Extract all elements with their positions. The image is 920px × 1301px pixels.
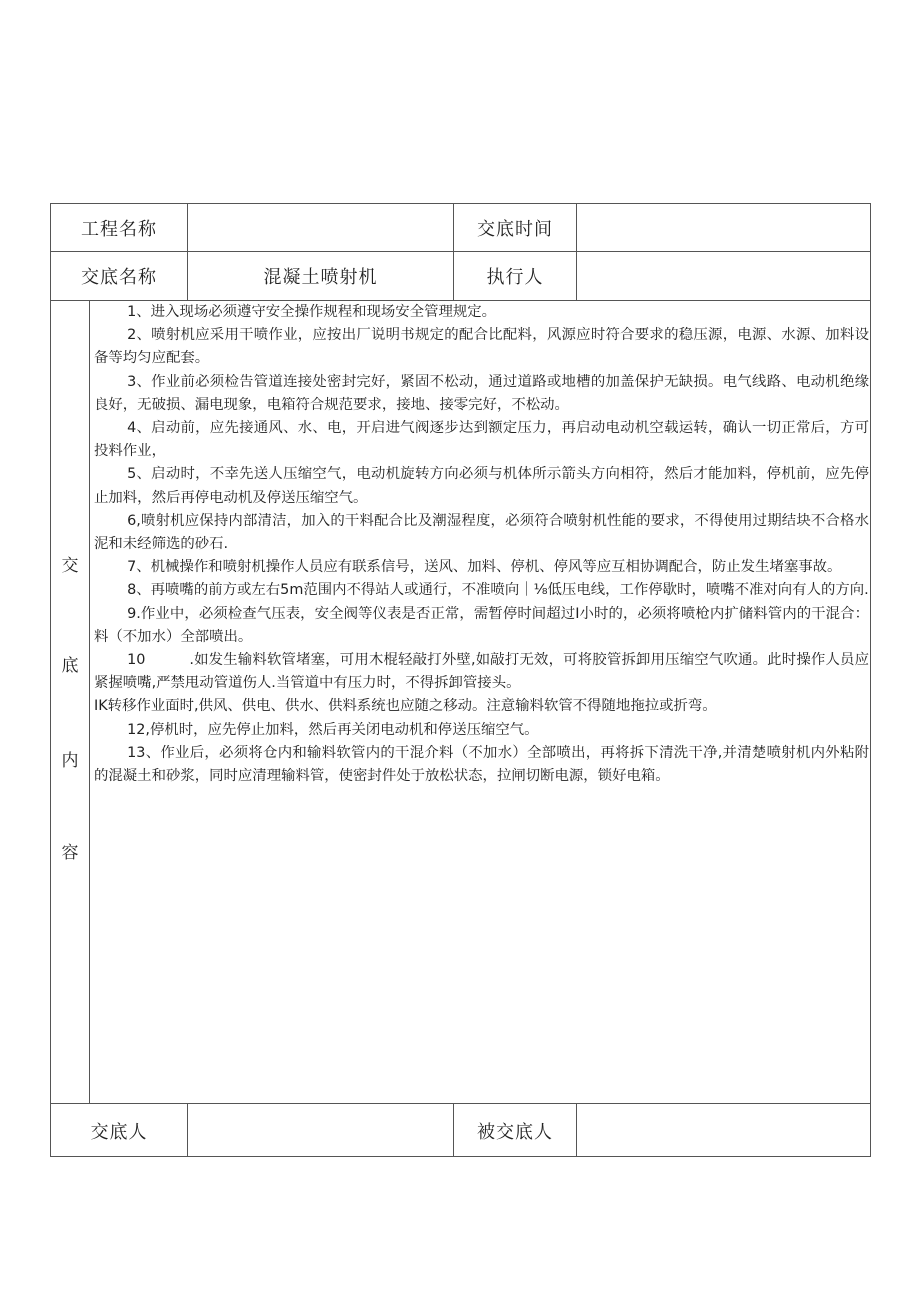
content-item: 3、作业前必须检告管道连接处密封完好，紧固不松动，通过道路或地槽的加盖保护无缺损。电气线路、电动机绝缘良好，无破损、漏电现象，电箱符合规范要求，接地、接零完好，不松动。 [94,373,869,413]
side-char: 内 [61,751,79,771]
content-item: 13、作业后，必须将仓内和输料软管内的干混介料（不加水）全部喷出，再将拆下清洗干净,并清楚喷射机内外粘附的混凝土和砂浆，同时应清理输料管，使密封件处于放松状态，拉闸切断电源，锁好电箱。 [94,744,869,785]
side-char: 底 [61,656,79,676]
discloser-label: 交底人 [90,1121,148,1143]
content-item: 1、进入现场必须遵守安全操作规程和现场安全管理规定。 [127,304,497,320]
content-item: 9.作业中，必须检查气压表，安全阀等仪表是否正常，需暂停时间超过I小时的，必须将喷枪内扩储料管内的干混合：料（不加水）全部喷出。 [94,605,869,645]
executor-value[interactable] [577,252,871,300]
content-item: 4、启动前，应先接通风、水、电，开启进气阀逐步达到额定压力，再启动电动机空载运转，确认一切正常后，方可投料作业， [94,420,869,460]
col-divider [89,300,90,1103]
content-item: 12,停机时，应先停止加料，然后再关闭电动机和停送压缩空气。 [127,721,539,738]
content-item: 7、机械操作和喷射机操作人员应有联系信号，送风、加料、停机、停风等应互相协调配合，防止发生堵塞事故。 [127,559,842,576]
side-char: 容 [61,843,79,863]
disclosure-content [91,301,871,1101]
subject-value[interactable]: 混凝土喷射机 [263,267,378,288]
project-name-label: 工程名称 [81,218,157,240]
content-item: 6,喷射机应保持内部清洁，加入的干料配合比及潮湿程度，必须符合喷射机性能的要求，不得使用过期结块不合格水泥和未经筛选的砂石. [94,512,869,553]
executor-label: 执行人 [486,267,544,288]
content-item: 5、启动时，不幸先送人压缩空气，电动机旋转方向必须与机体所示箭头方向相符，然后才能加料，停机前，应先停止加料，然后再停电动机及停送压缩空气。 [94,466,869,506]
receiver-value[interactable] [577,1104,871,1157]
content-side-label [51,301,89,1103]
content-item: 10 .如发生输料软管堵塞，可用木棍轻敲打外壁,如敲打无效，可将胶管拆卸用压缩空气吹通。此时操作人员应紧握喷嘴,严禁甩动管道伤人.当管道中有压力时，不得拆卸管接头。 [94,652,869,692]
content-item: IK转移作业面时,供风、供电、供水、供料系统也应随之移动。注意输料软管不得随地拖拉或折弯。 [94,698,717,715]
content-item: 8、再喷嘴的前方或左右5m范围内不得站人或通行，不准喷向｜⅛低压电线，工作停歇时，喷嘴不准对向有人的方向. [127,582,869,599]
content-item: 2、喷射机应采用干喷作业，应按出厂说明书规定的配合比配料，风源应时符合要求的稳压源，电源、水源、加料设备等均匀应配套。 [94,327,869,367]
side-char: 交 [61,556,79,576]
date-label: 交底时间 [477,218,553,240]
date-value[interactable] [577,204,871,251]
project-name-value[interactable] [188,204,453,251]
subject-label: 交底名称 [81,267,157,288]
disclosure-form [50,203,871,1157]
receiver-label: 被交底人 [477,1121,553,1143]
discloser-value[interactable] [188,1104,453,1157]
